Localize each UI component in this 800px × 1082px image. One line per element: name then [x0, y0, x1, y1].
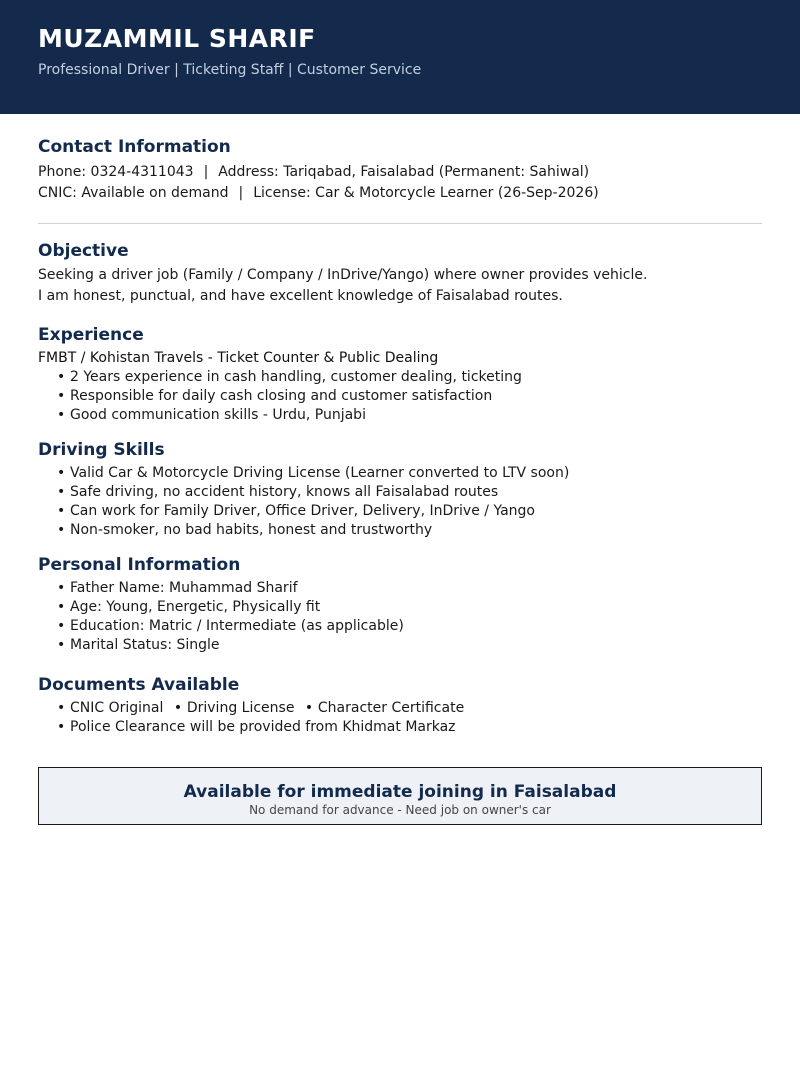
experience-section	[38, 307, 762, 425]
driving-skills-heading: Driving Skills	[38, 440, 165, 460]
bullet-icon: •	[57, 522, 66, 538]
document-text: Driving License	[186, 700, 295, 716]
list-item	[57, 464, 762, 483]
driving-skills-list	[38, 464, 762, 540]
bullet-icon: •	[173, 700, 183, 716]
separator: |	[238, 185, 244, 201]
list-item	[57, 483, 762, 502]
driving-skills-section	[38, 425, 762, 540]
list-item	[57, 617, 762, 636]
contact-section	[38, 114, 762, 204]
list-item	[57, 368, 762, 387]
separator: |	[203, 164, 209, 180]
list-item	[57, 521, 762, 540]
documents-list	[38, 699, 762, 737]
list-item-text: Valid Car & Motorcycle Driving License (Learner converted to LTV soon)	[70, 465, 570, 481]
document-text: CNIC Original	[70, 700, 164, 716]
documents-section	[38, 655, 762, 737]
bullet-icon: •	[57, 503, 66, 519]
list-item-text: Father Name: Muhammad Sharif	[70, 580, 298, 596]
experience-heading: Experience	[38, 325, 144, 345]
documents-heading: Documents Available	[38, 675, 240, 695]
document-item	[57, 699, 163, 718]
list-item-text: Responsible for daily cash closing and customer satisfaction	[70, 388, 493, 404]
experience-company: FMBT / Kohistan Travels - Ticket Counter & Public Dealing	[38, 350, 439, 366]
bullet-icon: •	[304, 700, 314, 716]
bullet-icon: •	[57, 484, 66, 500]
list-item	[57, 579, 762, 598]
personal-info-section	[38, 540, 762, 655]
contact-line-2	[38, 183, 762, 204]
list-item	[57, 387, 762, 406]
candidate-tagline: Professional Driver | Ticketing Staff | Customer Service	[38, 62, 422, 78]
list-item-text: 2 Years experience in cash handling, customer dealing, ticketing	[70, 369, 522, 385]
document-text: Character Certificate	[317, 700, 465, 716]
list-item-text: Police Clearance will be provided from Khidmat Markaz	[70, 719, 456, 735]
callout-subtitle: No demand for advance - Need job on owner's car	[249, 803, 551, 817]
document-item	[174, 699, 295, 718]
resume-header	[0, 0, 800, 114]
bullet-icon: •	[57, 407, 66, 423]
phone-text: Phone: 0324-4311043	[38, 164, 194, 180]
list-item-text: Good communication skills - Urdu, Punjabi	[70, 407, 366, 423]
contact-heading: Contact Information	[38, 137, 231, 157]
list-item-text: Can work for Family Driver, Office Driver, Delivery, InDrive / Yango	[70, 503, 535, 519]
list-item	[57, 718, 762, 737]
license-text: License: Car & Motorcycle Learner (26-Sep-2026)	[253, 185, 599, 201]
bullet-icon: •	[57, 618, 66, 634]
address-text: Address: Tariqabad, Faisalabad (Permanent: Sahiwal)	[218, 164, 590, 180]
bullet-icon: •	[57, 465, 66, 481]
list-item	[57, 502, 762, 521]
bullet-icon: •	[57, 637, 66, 653]
objective-section	[38, 224, 762, 307]
personal-info-list	[38, 579, 762, 655]
list-item-text: Safe driving, no accident history, knows all Faisalabad routes	[70, 484, 499, 500]
objective-line: Seeking a driver job (Family / Company / InDrive/Yango) where owner provides vehicle.	[38, 267, 648, 283]
bullet-icon: •	[57, 599, 66, 615]
list-item-text: Age: Young, Energetic, Physically fit	[70, 599, 321, 615]
bullet-icon: •	[57, 719, 66, 735]
candidate-name: MUZAMMIL SHARIF	[38, 24, 316, 53]
resume-body	[0, 114, 800, 825]
document-item	[305, 699, 464, 718]
callout-title: Available for immediate joining in Faisalabad	[183, 782, 617, 802]
experience-list	[38, 368, 762, 425]
contact-line-1	[38, 162, 762, 183]
cnic-text: CNIC: Available on demand	[38, 185, 229, 201]
list-item-text: Non-smoker, no bad habits, honest and trustworthy	[70, 522, 433, 538]
bullet-icon: •	[57, 388, 66, 404]
availability-callout	[38, 767, 762, 825]
objective-heading: Objective	[38, 241, 129, 261]
bullet-icon: •	[57, 700, 66, 716]
list-item-text: Education: Matric / Intermediate (as applicable)	[70, 618, 404, 634]
list-item	[57, 406, 762, 425]
bullet-icon: •	[57, 580, 66, 596]
list-item	[57, 699, 762, 718]
personal-info-heading: Personal Information	[38, 555, 241, 575]
list-item	[57, 598, 762, 617]
list-item	[57, 636, 762, 655]
list-item-text: Marital Status: Single	[70, 637, 220, 653]
objective-line: I am honest, punctual, and have excellent knowledge of Faisalabad routes.	[38, 288, 563, 304]
bullet-icon: •	[57, 369, 66, 385]
